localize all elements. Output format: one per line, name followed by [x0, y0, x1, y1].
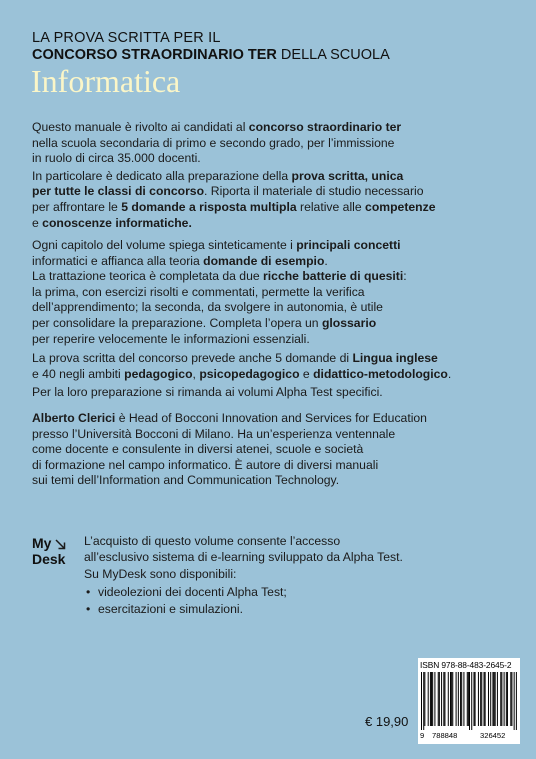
barcode-bar — [452, 672, 453, 726]
barcode-bar — [441, 672, 442, 726]
exam-text: e 40 negli ambiti — [32, 366, 125, 381]
barcode-bar — [451, 672, 452, 726]
exam-bold: psicopedagogico — [199, 366, 300, 381]
barcode-bar — [448, 672, 449, 726]
mydesk-description — [84, 534, 484, 618]
content-bold: domande di esempio — [203, 253, 325, 268]
header-contest-name: CONCORSO STRAORDINARIO TER — [32, 47, 277, 63]
barcode-bar — [495, 672, 496, 726]
barcode-digits-right: 326452 — [480, 731, 506, 740]
barcode-bar — [458, 672, 459, 726]
mydesk-logo-line-1: My — [32, 535, 52, 551]
barcode-bar — [492, 672, 493, 726]
barcode-bar — [432, 672, 433, 726]
intro-text: relative alle — [296, 199, 366, 214]
content-text: : — [403, 269, 407, 284]
barcode-bar — [510, 672, 511, 726]
barcode-bar — [516, 672, 517, 730]
barcode-bar — [507, 672, 508, 726]
intro-text: per affrontare le — [32, 199, 122, 214]
intro-text: nella scuola secondaria di primo e secondo grado, per l’immissione — [32, 135, 395, 150]
header-line-1: LA PROVA SCRITTA PER IL — [32, 30, 221, 46]
intro-bold: concorso straordinario ter — [248, 120, 402, 134]
barcode-bar — [506, 672, 507, 726]
author-text: come docente e consulente in diversi atenei, scuole e società — [32, 442, 364, 457]
intro-text: In particolare è dedicato alla preparazione della — [32, 168, 292, 183]
exam-text: , — [192, 366, 200, 381]
list-item: • videolezioni dei docenti Alpha Test; — [84, 585, 484, 601]
header-line-2 — [32, 47, 390, 63]
barcode-bar — [514, 672, 515, 730]
intro-text: in ruolo di circa 35.000 docenti. — [32, 151, 201, 166]
intro-bold: conoscenze informatiche. — [42, 215, 192, 230]
author-text: presso l’Università Bocconi di Milano. Ha un’esperienza ventennale — [32, 426, 396, 441]
barcode-bar — [511, 672, 512, 726]
author-text: di formazione nel campo informatico. È autore di diversi manuali — [32, 457, 379, 472]
barcode-bar — [500, 672, 501, 726]
content-bold: ricche batterie di quesiti — [263, 269, 404, 284]
barcode-bar — [460, 672, 461, 726]
intro-text: Questo manuale è rivolto ai candidati al — [32, 120, 249, 134]
mydesk-text: all’esclusivo sistema di e-learning sviluppato da Alpha Test. — [84, 549, 403, 564]
barcode-bar — [450, 672, 451, 726]
barcode-bar — [488, 672, 489, 726]
barcode-bar — [471, 672, 472, 730]
barcode-bar — [463, 672, 464, 726]
barcode-bar — [428, 672, 429, 726]
barcode-graphic — [421, 672, 517, 730]
mydesk-text: L’acquisto di questo volume consente l’accesso — [84, 534, 341, 548]
arrow-down-right-icon — [55, 539, 66, 550]
exam-bold: didattico-metodologico — [313, 366, 448, 381]
barcode-bar — [443, 672, 444, 726]
barcode-bar — [480, 672, 481, 726]
barcode-bar — [501, 672, 502, 726]
barcode-bar — [423, 672, 424, 730]
mydesk-logo-line-2: Desk — [32, 551, 66, 567]
barcode-bar — [421, 672, 422, 730]
exam-text: Per la loro preparazione si rimanda ai volumi Alpha Test specifici. — [32, 385, 383, 400]
exam-text: La prova scritta del concorso prevede anche 5 domande di — [32, 351, 353, 365]
intro-text: . Riporta il materiale di studio necessario — [204, 184, 424, 199]
barcode-bar — [444, 672, 445, 726]
content-text: . — [324, 253, 328, 268]
mydesk-logo — [32, 535, 66, 567]
content-text: informatici e affianca alla teoria — [32, 253, 204, 268]
exam-bold: pedagogico — [124, 366, 193, 381]
barcode-bar — [504, 672, 505, 726]
barcode-bar — [424, 672, 425, 726]
author-name: Alberto Clerici — [32, 411, 116, 425]
intro-bold: competenze — [365, 199, 436, 214]
exam-bold: Lingua inglese — [352, 351, 438, 365]
content-text: per consolidare la preparazione. Completa l’opera un — [32, 315, 322, 330]
content-paragraph — [32, 238, 512, 347]
exam-text: e — [299, 366, 314, 381]
content-bold: glossario — [321, 315, 377, 330]
content-text: per reperire velocemente le informazioni essenziali. — [32, 331, 310, 346]
barcode-bar — [431, 672, 432, 726]
content-bold: principali concetti — [296, 238, 401, 252]
barcode-bar — [467, 672, 468, 726]
author-paragraph — [32, 411, 512, 489]
header-line-2-rest: DELLA SCUOLA — [276, 47, 390, 63]
exam-text: . — [447, 366, 452, 381]
barcode-bar — [468, 672, 469, 726]
barcode-digit-prefix: 9 — [420, 731, 425, 740]
barcode-bar — [497, 672, 498, 726]
content-text: Ogni capitolo del volume spiega sinteticamente i — [32, 238, 297, 252]
author-text: sui temi dell’Information and Communication Technology. — [32, 473, 340, 488]
barcode-bar — [434, 672, 435, 726]
barcode-bar — [478, 672, 479, 726]
intro-bold: 5 domande a risposta multipla — [121, 199, 297, 214]
barcode-bar — [438, 672, 439, 726]
book-title: Informatica — [31, 63, 181, 99]
content-text: La trattazione teorica è completata da due — [32, 269, 264, 284]
barcode-bar — [461, 672, 462, 726]
barcode-bar — [430, 672, 431, 726]
barcode-bar — [494, 672, 495, 726]
isbn-label: ISBN 978-88-483-2645-2 — [420, 660, 512, 670]
content-text: la prima, con esercizi risolti e commentati, permette la verifica — [32, 284, 365, 299]
mydesk-text: Su MyDesk sono disponibili: — [84, 567, 237, 582]
intro-paragraph — [32, 120, 512, 231]
barcode-bar — [490, 672, 491, 726]
exam-paragraph — [32, 351, 512, 401]
barcode-bar — [484, 672, 485, 726]
barcode-bar — [473, 672, 474, 726]
barcode-bar — [456, 672, 457, 726]
intro-bold: per tutte le classi di concorso — [32, 184, 205, 199]
intro-bold: prova scritta, unica — [291, 168, 404, 183]
barcode-digits-left: 788848 — [432, 731, 458, 740]
barcode-bar — [439, 672, 440, 726]
barcode-bar — [481, 672, 482, 726]
price: € 19,90 — [365, 714, 409, 729]
barcode-bar — [469, 672, 470, 730]
barcode-bar — [485, 672, 486, 726]
intro-text: e — [32, 215, 43, 230]
barcode-bar — [475, 672, 476, 726]
author-text: è Head of Bocconi Innovation and Services for Education — [115, 411, 427, 425]
list-item: • esercitazioni e simulazioni. — [84, 602, 484, 618]
content-text: dell’apprendimento; la seconda, da svolgere in autonomia, è utile — [32, 300, 383, 315]
